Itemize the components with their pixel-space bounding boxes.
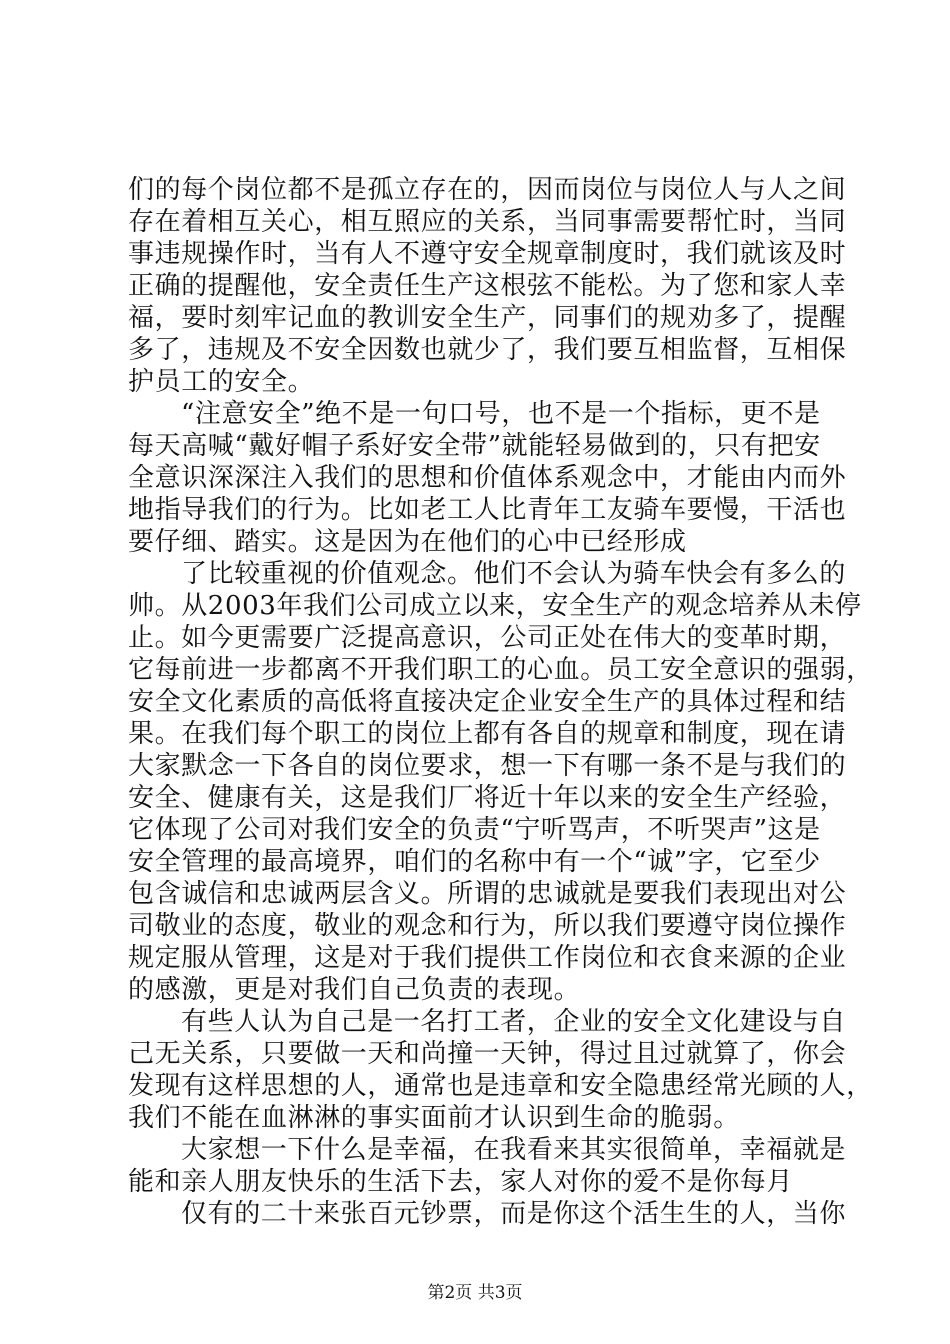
body-text	[128, 174, 873, 1230]
text-line: 它每前进一步都离不开我们职工的心血。员工安全意识的强弱，	[128, 655, 873, 685]
text-line: 包含诚信和忠诚两层含义。所谓的忠诚就是要我们表现出对公	[128, 879, 847, 909]
text-line: 我们不能在血淋淋的事实面前才认识到生命的脆弱。	[128, 1103, 740, 1133]
text-line: 安全管理的最高境界，咱们的名称中有一个“诚”字，它至少	[128, 847, 821, 877]
text-line: 大家想一下什么是幸福，在我看来其实很简单，幸福就是	[181, 1135, 847, 1165]
text-line: 每天高喊“戴好帽子系好安全带”就能轻易做到的，只有把安	[128, 431, 821, 461]
text-line: “注意安全”绝不是一句口号，也不是一个指标，更不是	[181, 399, 821, 429]
text-line: 能和亲人朋友快乐的生活下去，家人对你的爱不是你每月	[128, 1167, 794, 1197]
text-line: 己无关系，只要做一天和尚撞一天钟，得过且过就算了，你会	[128, 1039, 847, 1069]
text-line: 止。如今更需要广泛提高意识，公司正处在伟大的变革时期，	[128, 623, 847, 653]
text-line: 地指导我们的行为。比如老工人比青年工友骑车要慢，干活也	[128, 495, 847, 525]
text-line: 正确的提醒他，安全责任生产这根弦不能松。为了您和家人幸	[128, 271, 847, 301]
text-line: 要仔细、踏实。这是因为在他们的心中已经形成	[128, 527, 687, 557]
text-line: 的感激，更是对我们自己负责的表现。	[128, 975, 581, 1005]
text-line: 有些人认为自己是一名打工者，企业的安全文化建设与自	[181, 1007, 847, 1037]
text-line: 们的每个岗位都不是孤立存在的，因而岗位与岗位人与人之间	[128, 175, 847, 205]
text-line: 了比较重视的价值观念。他们不会认为骑车快会有多么的	[181, 559, 847, 589]
text-line: 它体现了公司对我们安全的负责“宁听骂声，不听哭声”这是	[128, 815, 821, 845]
text-line: 安全文化素质的高低将直接决定企业安全生产的具体过程和结	[128, 687, 847, 717]
text-line: 事违规操作时，当有人不遵守安全规章制度时，我们就该及时	[128, 239, 847, 269]
text-line: 仅有的二十来张百元钞票，而是你这个活生生的人，当你	[181, 1199, 847, 1229]
text-line: 存在着相互关心，相互照应的关系，当同事需要帮忙时，当同	[128, 207, 847, 237]
text-line: 护员工的安全。	[128, 367, 315, 397]
text-line: 多了，违规及不安全因数也就少了，我们要互相监督，互相保	[128, 335, 847, 365]
text-line: 发现有这样思想的人，通常也是违章和安全隐患经常光顾的人，	[128, 1071, 873, 1101]
text-line: 全意识深深注入我们的思想和价值体系观念中，才能由内而外	[128, 463, 847, 493]
text-line: 果。在我们每个职工的岗位上都有各自的规章和制度，现在请	[128, 719, 847, 749]
text-line: 安全、健康有关，这是我们厂将近十年以来的安全生产经验，	[128, 783, 847, 813]
text-line: 帅。从2003年我们公司成立以来，安全生产的观念培养从未停	[128, 591, 862, 621]
text-line: 福，要时刻牢记血的教训安全生产，同事们的规劝多了，提醒	[128, 303, 847, 333]
text-line: 司敬业的态度，敬业的观念和行为，所以我们要遵守岗位操作	[128, 911, 847, 941]
page-footer: 第2页 共3页	[427, 1283, 523, 1303]
text-line: 规定服从管理，这是对于我们提供工作岗位和衣食来源的企业	[128, 943, 847, 973]
text-line: 大家默念一下各自的岗位要求，想一下有哪一条不是与我们的	[128, 751, 847, 781]
